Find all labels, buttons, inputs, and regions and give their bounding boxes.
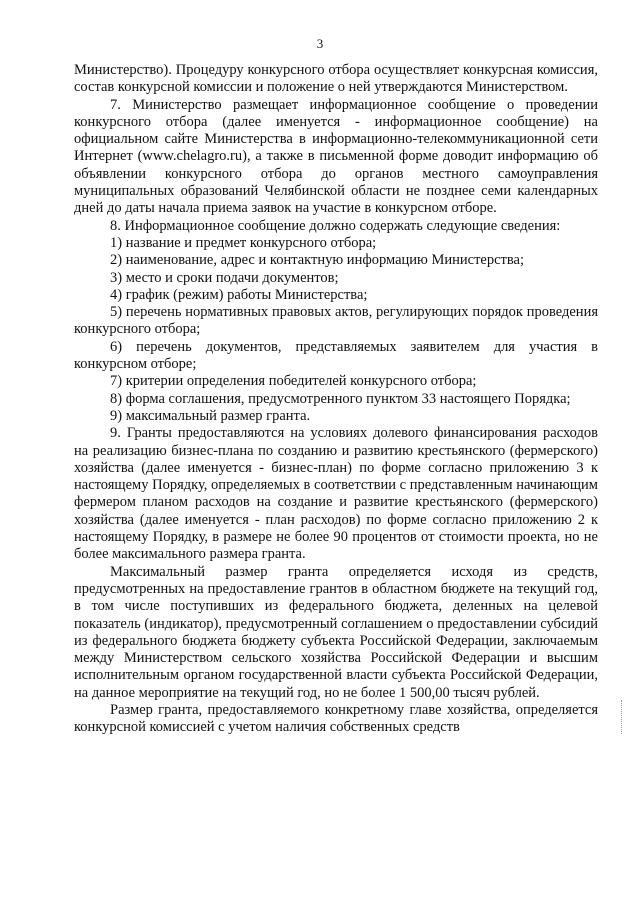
paragraph-item-9: 9. Гранты предоставляются на условиях долевого финансирования расходов на реализацию бизнес-плана по созданию и развитию крестьянского (фермерского) хозяйства (далее именуется - бизнес-план) по форме согласно приложению 3 к настоящему Порядку, определяемых в соответствии с представленным начинающим фермером планом расходов на создание и развитие крестьянского (фермерского) хозяйства (далее именуется - план расходов) по форме согласно приложению 2 к настоящему Порядку, в размере не более 90 процентов от стоимости проекта, но не более максимального размера гранта. xyxy=(74,425,598,563)
list-item-4: 4) график (режим) работы Министерства; xyxy=(110,286,368,303)
paragraph-grant-size: Размер гранта, предоставляемого конкретному главе хозяйства, определяется конкурсной комиссией с учетом наличия собственных средств xyxy=(74,701,598,736)
list-item-9: 9) максимальный размер гранта. xyxy=(110,407,311,424)
scan-margin-mark xyxy=(621,700,624,734)
paragraph-item-8: 8. Информационное сообщение должно содержать следующие сведения: xyxy=(110,217,561,234)
paragraph-max-grant: Максимальный размер гранта определяется исходя из средств, предусмотренных на предоставление грантов в областном бюджете на текущий год, в том числе поступивших из федерального бюджета, деленных на целевой показатель (индикатор), предусмотренный соглашением о предоставлении субсидий из федерального бюджета бюджету субъекта Российской Федерации, заключаемым между Министерством сельского хозяйства Российской Федерации и высшим исполнительным органом государственной власти субъекта Российской Федерации, на данное мероприятие на текущий год, но не более 1 500,00 тысяч рублей. xyxy=(74,563,598,701)
list-item-5: 5) перечень нормативных правовых актов, регулирующих порядок проведения конкурсного отбора; xyxy=(74,304,598,338)
paragraph-item-7: 7. Министерство размещает информационное сообщение о проведении конкурсного отбора (далее именуется - информационное сообщение) на официальном сайте Министерства в информационно-телекоммуникационной сети Интернет (www.chelagro.ru), а также в письменной форме доводит информацию об объявлении конкурсного отбора до органов местного самоуправления муниципальных образований Челябинской области не позднее семи календарных дней до даты начала приема заявок на участие в конкурсном отборе. xyxy=(74,96,598,217)
page-number: 3 xyxy=(316,36,324,51)
document-body xyxy=(74,62,598,737)
list-item-6: 6) перечень документов, представляемых заявителем для участия в конкурсном отборе; xyxy=(74,338,598,373)
list-item-7: 7) критерии определения победителей конкурсного отбора; xyxy=(110,373,477,390)
paragraph-continuation: Министерство). Процедуру конкурсного отбора осуществляет конкурсная комиссия, состав конкурсной комиссии и положение о ней утверждаются Министерством. xyxy=(74,62,598,96)
list-item-8: 8) форма соглашения, предусмотренного пунктом 33 настоящего Порядка; xyxy=(110,390,571,407)
list-item-3: 3) место и сроки подачи документов; xyxy=(110,269,339,286)
list-item-1: 1) название и предмет конкурсного отбора; xyxy=(110,234,377,251)
list-item-2: 2) наименование, адрес и контактную информацию Министерства; xyxy=(110,252,525,269)
